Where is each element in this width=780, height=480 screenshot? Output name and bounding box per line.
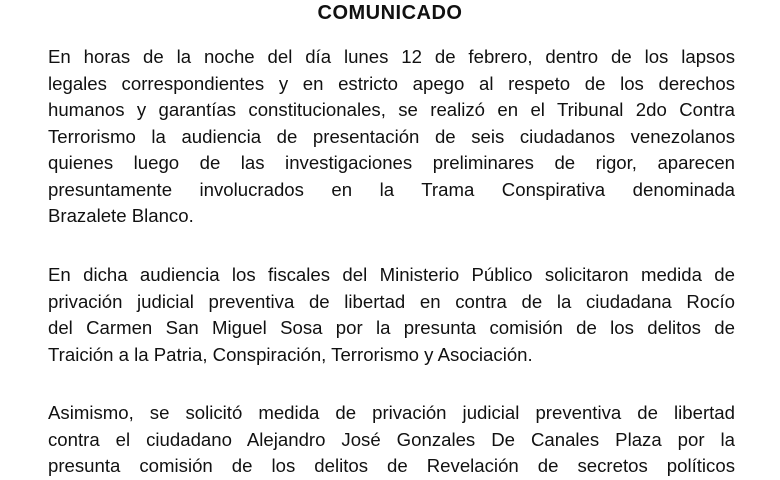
text-line: presuntamente involucrados en la Trama Conspirativa denominada xyxy=(48,178,735,200)
text-line: legales correspondientes y en estricto apego al respeto de los derechos xyxy=(48,72,735,94)
text-line: presunta comisión de los delitos de Revelación de secretos políticos xyxy=(48,455,735,476)
text-line: privación judicial preventiva de libertad en contra de la ciudadana Rocío xyxy=(48,290,735,312)
text-line: quienes luego de las investigaciones preliminares de rigor, aparecen xyxy=(48,152,735,173)
text-line: Traición a la Patria, Conspiración, Terrorismo y Asociación. xyxy=(48,343,533,365)
text-line: humanos y garantías constitucionales, se realizó en el Tribunal 2do Contra xyxy=(48,99,735,120)
paragraph-1 xyxy=(48,44,735,230)
text-line: En horas de la noche del día lunes 12 de febrero, dentro de los lapsos xyxy=(48,46,735,67)
text-line: Asimismo, se solicitó medida de privación judicial preventiva de libertad xyxy=(48,402,735,423)
text-line: En dicha audiencia los fiscales del Ministerio Público solicitaron medida de xyxy=(48,264,735,285)
document-title: COMUNICADO xyxy=(317,2,463,24)
text-line: del Carmen San Miguel Sosa por la presunta comisión de los delitos de xyxy=(48,317,735,338)
text-line: Terrorismo la audiencia de presentación de seis ciudadanos venezolanos xyxy=(48,125,735,147)
paragraph-2 xyxy=(48,262,735,368)
text-line: contra el ciudadano Alejandro José Gonzales De Canales Plaza por la xyxy=(48,428,735,450)
text-line: Brazalete Blanco. xyxy=(48,205,194,226)
paragraph-3 xyxy=(48,400,735,480)
